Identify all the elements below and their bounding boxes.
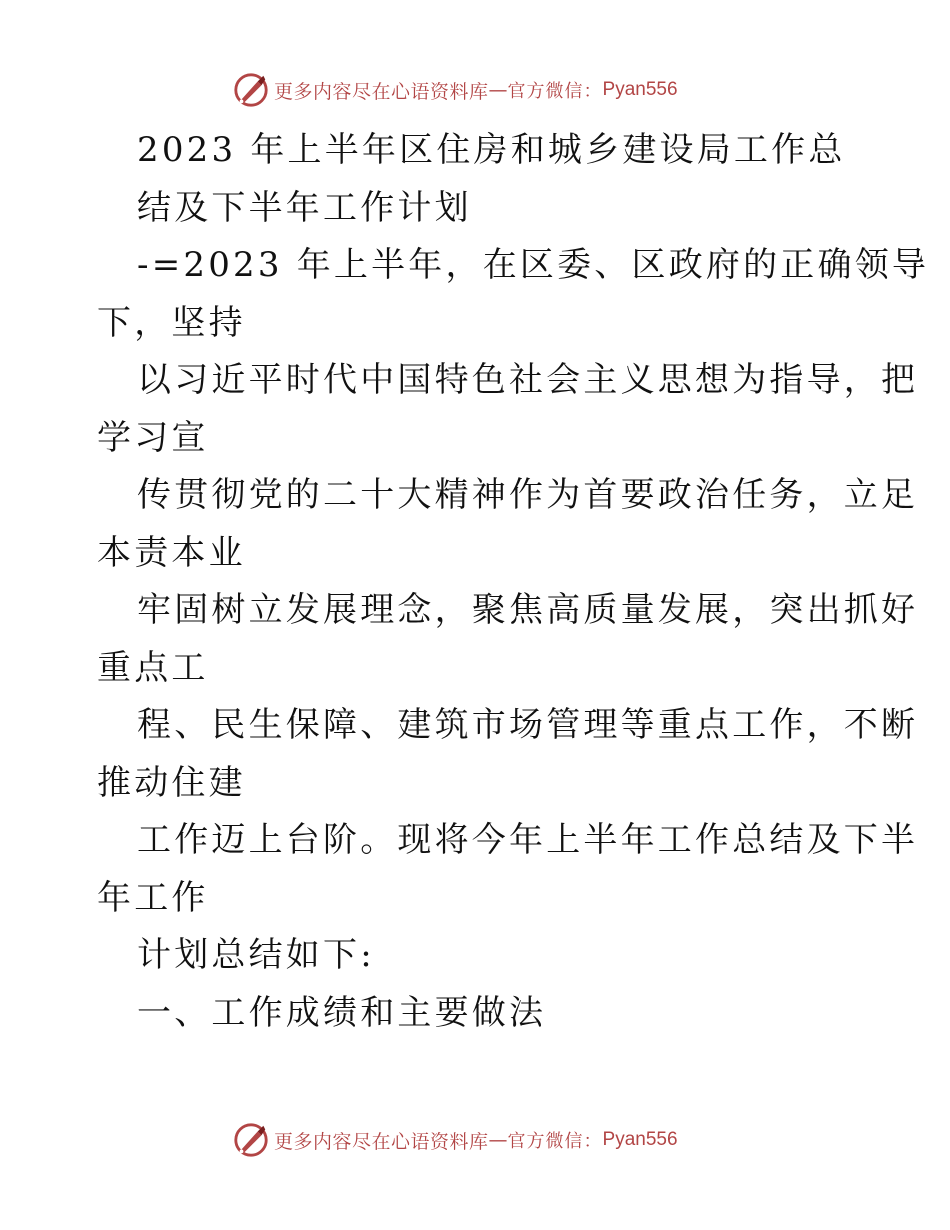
- watermark-wechat-id: Pyan556: [602, 79, 678, 100]
- watermark-text: 更多内容尽在心语资料库: [274, 1130, 489, 1153]
- text-line: 计划总结如下:: [137, 935, 375, 975]
- watermark-text: 更多内容尽在心语资料库: [274, 80, 489, 103]
- text-line: 年工作: [97, 877, 209, 918]
- watermark-official-label: 官方微信：: [507, 81, 603, 102]
- text-line: 牢固树立发展理念，聚焦高质量发展，突出抓好: [137, 590, 919, 630]
- text-line: 以习近平时代中国特色社会主义思想为指导，把: [137, 360, 919, 400]
- watermark-official-label: 官方微信：: [507, 1131, 603, 1152]
- text-line: 工作迈上台阶。现将今年上半年工作总结及下半: [137, 820, 919, 860]
- document-body: [97, 122, 930, 1042]
- pen-logo-icon: [232, 71, 270, 109]
- text-line: 结及下半年工作计划: [137, 187, 472, 228]
- text-line: 一、工作成绩和主要做法: [137, 992, 547, 1033]
- text-line: 2023 年上半年区住房和城乡建设局工作总: [137, 130, 846, 170]
- text-line: 重点工: [97, 647, 209, 688]
- text-line: -=2023 年上半年，在区委、区政府的正确领导: [137, 245, 930, 285]
- text-line: 本责本业: [97, 532, 246, 573]
- text-line: 下，坚持: [97, 302, 246, 343]
- pen-logo-icon: [232, 1121, 270, 1159]
- header-watermark: [232, 70, 678, 110]
- watermark-dash: —: [488, 1129, 508, 1151]
- text-line: 学习宣: [97, 417, 209, 458]
- text-line: 传贯彻党的二十大精神作为首要政治任务，立足: [137, 475, 919, 515]
- footer-watermark: [232, 1120, 678, 1160]
- watermark-wechat-id: Pyan556: [602, 1129, 678, 1150]
- text-line: 程、民生保障、建筑市场管理等重点工作，不断: [137, 705, 919, 745]
- watermark-dash: —: [488, 79, 508, 101]
- text-line: 推动住建: [97, 762, 246, 803]
